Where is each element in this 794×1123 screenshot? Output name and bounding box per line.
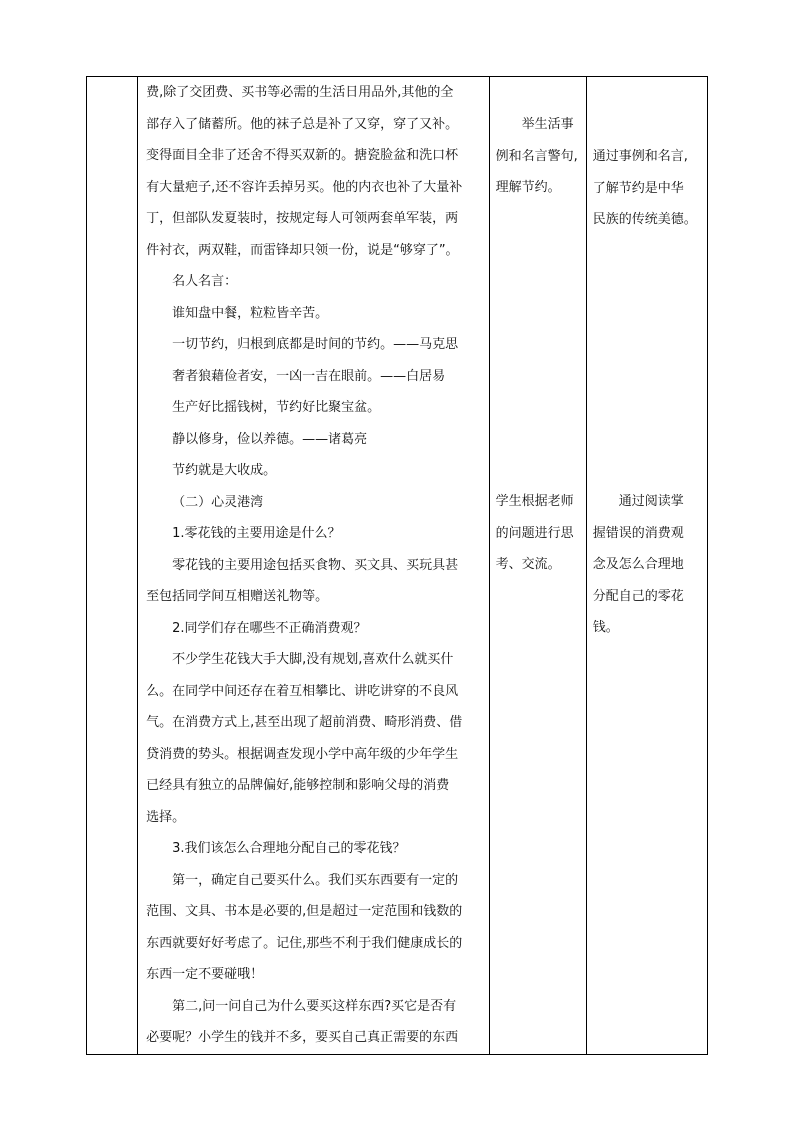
content-line: 丁，但部队发夏装时，按规定每人可领两套单军装，两 bbox=[146, 211, 459, 226]
design-intent-line: 了解节约是中华 bbox=[592, 180, 684, 196]
design-intent-block-pocket-money bbox=[593, 486, 703, 644]
content-line: 选择。 bbox=[146, 809, 186, 825]
content-line: 范围、文具、书本是必要的,但是超过一定范围和钱数的 bbox=[146, 904, 463, 919]
content-line: 东西就要好好考虑了。记住,那些不利于我们健康成长的 bbox=[146, 935, 463, 951]
lesson-plan-table bbox=[86, 76, 708, 1055]
content-line: 一切节约，归根到底都是时间的节约。——马克思 bbox=[172, 337, 459, 352]
teaching-content-text bbox=[146, 77, 483, 1054]
content-line: 2.同学们存在哪些不正确消费观？ bbox=[172, 620, 367, 636]
content-line: 第二,问一问自己为什么要买这样东西?买它是否有 bbox=[172, 998, 457, 1014]
content-line: 第一，确定自己要买什么。我们买东西要有一定的 bbox=[172, 872, 459, 888]
content-line: 节约就是大收成。 bbox=[172, 463, 277, 478]
content-line: 贷消费的势头。根据调查发现小学中高年级的少年学生 bbox=[146, 746, 459, 762]
content-line: 3.我们该怎么合理地分配自己的零花钱？ bbox=[172, 841, 406, 856]
student-activity-line: 理解节约。 bbox=[495, 180, 561, 195]
design-intent-cell bbox=[586, 77, 707, 1055]
student-activity-block-life-examples bbox=[496, 109, 582, 204]
teaching-content-cell bbox=[138, 77, 490, 1055]
content-line: 谁知盘中餐，粒粒皆辛苦。 bbox=[172, 305, 329, 321]
student-activity-line: 举生活事 bbox=[521, 117, 574, 132]
content-line: 奢者狼藉俭者安，一凶一吉在眼前。——白居易 bbox=[172, 368, 446, 384]
content-line: 么。在同学中间还存在着互相攀比、讲吃讲穿的不良风 bbox=[146, 683, 459, 699]
student-activity-block-discussion bbox=[496, 486, 582, 581]
design-intent-line: 通过事例和名言, bbox=[592, 149, 688, 164]
content-line: 有大量疤子,还不容许丢掉另买。他的内衣也补了大量补 bbox=[146, 179, 463, 195]
content-line: 部存入了储蓄所。他的袜子总是补了又穿，穿了又补。 bbox=[146, 116, 459, 132]
student-activity-cell bbox=[489, 77, 586, 1055]
content-line: 至包括同学间互相赠送礼物等。 bbox=[146, 589, 329, 604]
content-line: 必要呢？小学生的钱并不多，要买自己真正需要的东西 bbox=[146, 1030, 459, 1045]
student-activity-line: 的问题进行思 bbox=[495, 525, 574, 541]
design-intent-line: 钱。 bbox=[592, 620, 619, 635]
content-line: 静以修身，俭以养德。——诸葛亮 bbox=[172, 431, 368, 447]
content-line: 费,除了交团费、买书等必需的生活日用品外,其他的全 bbox=[146, 85, 454, 100]
design-intent-line: 握错误的消费观 bbox=[592, 525, 684, 541]
design-intent-line: 通过阅读掌 bbox=[618, 494, 684, 509]
design-intent-line: 分配自己的零花 bbox=[592, 588, 684, 604]
content-line: 1.零花钱的主要用途是什么？ bbox=[172, 526, 341, 541]
content-line: 已经具有独立的品牌偏好,能够控制和影响父母的消费 bbox=[146, 778, 450, 793]
student-activity-line: 例和名言警句, bbox=[495, 148, 578, 164]
student-activity-line: 考、交流。 bbox=[495, 557, 561, 572]
content-line: （二）心灵港湾 bbox=[172, 494, 264, 510]
content-line: 名人名言： bbox=[172, 274, 238, 289]
student-activity-line: 学生根据老师 bbox=[495, 494, 574, 509]
content-line: 变得面目全非了还舍不得买双新的。搪瓷脸盆和洗口杯 bbox=[146, 148, 459, 163]
content-line: 件衬衣，两双鞋，而雷锋却只领一份，说是“够穿了”。 bbox=[146, 242, 459, 258]
content-line: 不少学生花钱大手大脚,没有规划,喜欢什么就买什 bbox=[172, 652, 454, 667]
content-line: 东西一定不要碰哦！ bbox=[146, 967, 264, 982]
content-line: 生产好比摇钱树，节约好比聚宝盆。 bbox=[172, 400, 381, 415]
content-line: 零花钱的主要用途包括买食物、买文具、买玩具甚 bbox=[172, 557, 459, 573]
design-intent-line: 民族的传统美德。 bbox=[592, 212, 697, 227]
blank-column-cell bbox=[87, 77, 138, 1055]
content-line: 气。在消费方式上,甚至出现了超前消费、畸形消费、借 bbox=[146, 715, 463, 730]
design-intent-line: 念及怎么合理地 bbox=[592, 557, 684, 572]
table-row bbox=[87, 77, 708, 1055]
design-intent-block-frugality bbox=[593, 141, 703, 236]
